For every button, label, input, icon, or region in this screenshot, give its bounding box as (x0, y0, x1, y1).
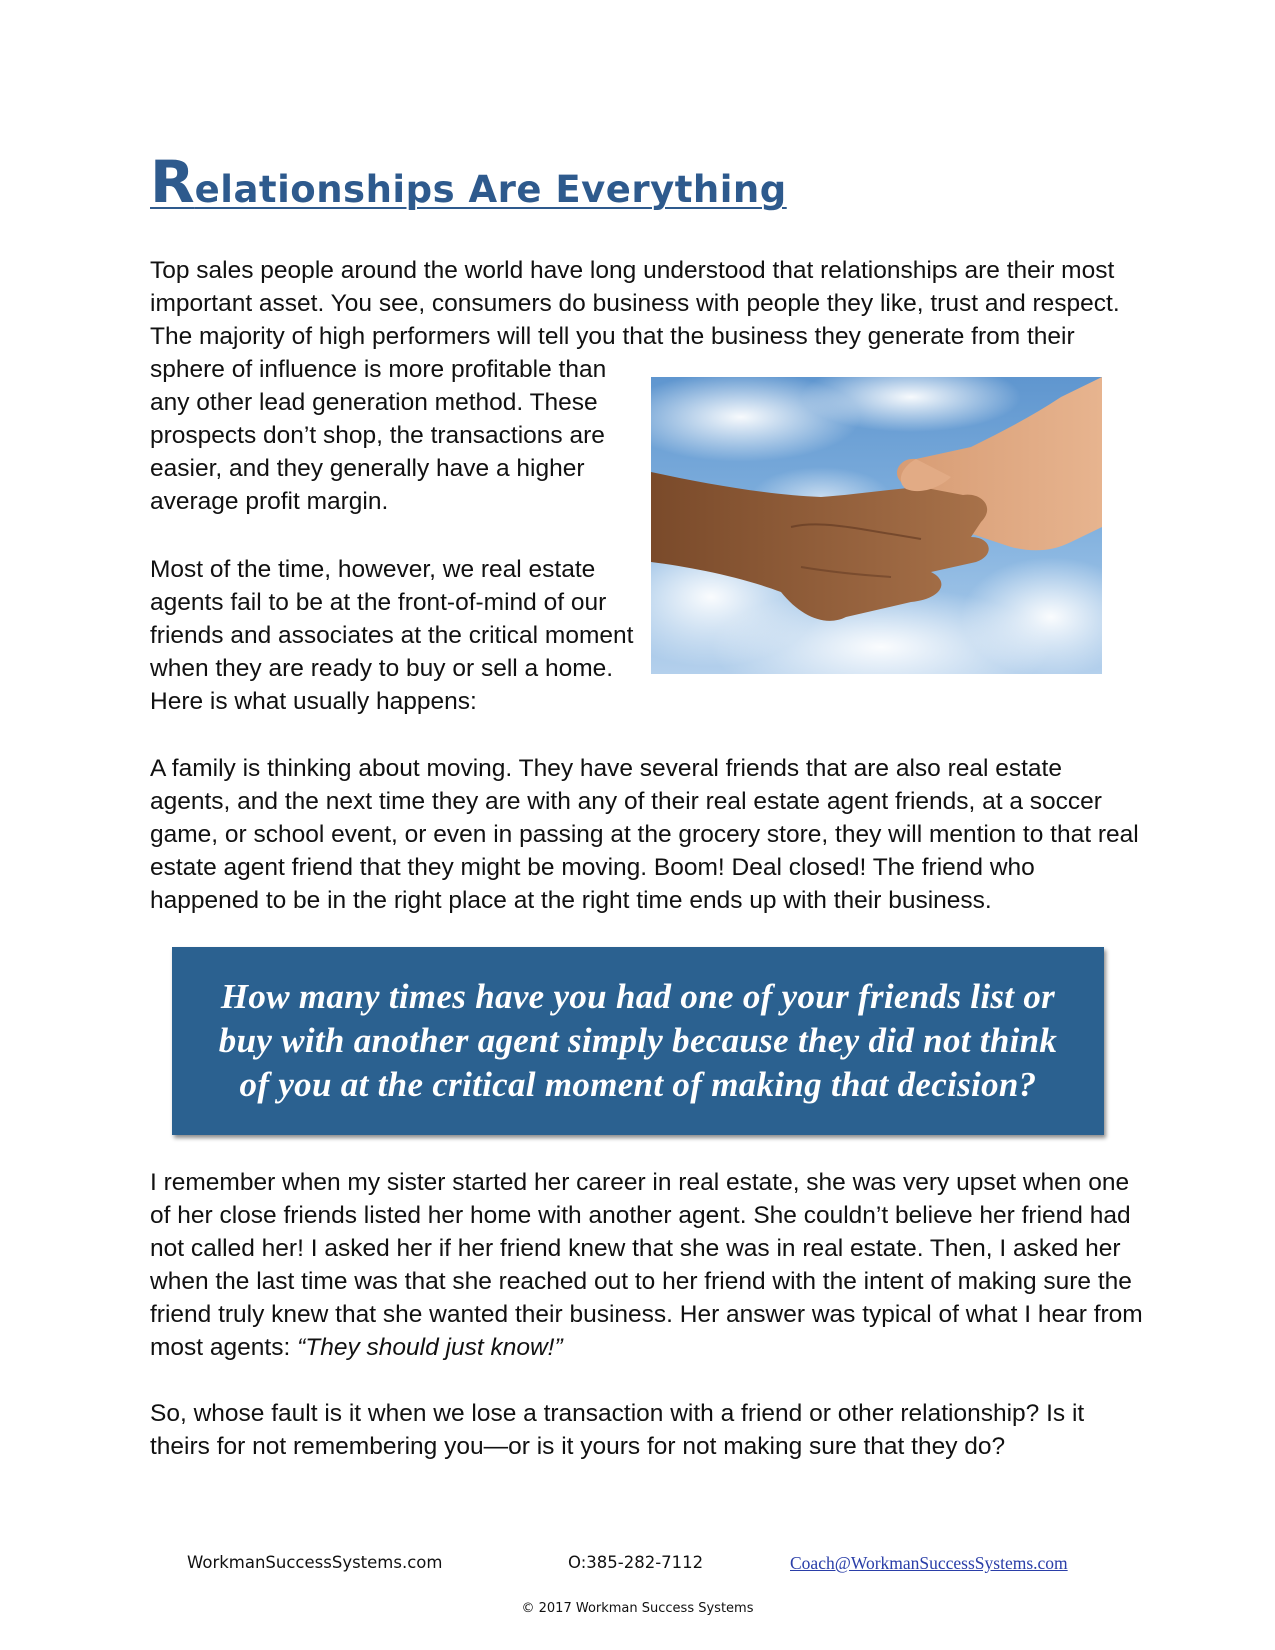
text-line: of her close friends listed her home with another agent. She couldn’t believe her friend had (150, 1202, 1131, 1229)
text-line: prospects don’t shop, the transactions are (150, 422, 605, 449)
paragraph-3 (150, 752, 1150, 917)
text-line: estate agent friend that they might be moving. Boom! Deal closed! The friend who (150, 854, 1035, 881)
paragraph-5 (150, 1397, 1150, 1463)
title-rest: elationships Are Everything (194, 168, 787, 211)
callout-line: of you at the critical moment of making that decision? (239, 1065, 1037, 1104)
intro-paragraph (150, 254, 1150, 353)
inline-quote: “They should just know!” (297, 1334, 563, 1361)
text-line: friends and associates at the critical moment (150, 622, 634, 649)
paragraph-4 (150, 1166, 1150, 1364)
copyright-notice: © 2017 Workman Success Systems (521, 1601, 754, 1616)
wrap-paragraph-1 (150, 353, 640, 518)
text-line: theirs for not remembering you—or is it yours for not making sure that they do? (150, 1433, 1006, 1460)
text-line: Here is what usually happens: (150, 688, 477, 715)
text-line: any other lead generation method. These (150, 389, 598, 416)
text-line: friend truly knew that she wanted their business. Her answer was typical of what I hear from (150, 1301, 1143, 1328)
text-line: sphere of influence is more profitable than (150, 356, 607, 383)
text-line: The majority of high performers will tell you that the business they generate from their (150, 323, 1075, 350)
footer-website: WorkmanSuccessSystems.com (187, 1553, 443, 1572)
text-line: Top sales people around the world have long understood that relationships are their most (150, 257, 1115, 284)
text-line: game, or school event, or even in passing at the grocery store, they will mention to that real (150, 821, 1139, 848)
callout-box (172, 947, 1104, 1135)
handshake-photo (651, 377, 1102, 674)
page-footer (0, 1553, 1275, 1583)
text-fragment: most agents: (150, 1334, 298, 1361)
text-line: happened to be in the right place at the right time ends up with their business. (150, 887, 992, 914)
text-line (150, 1331, 1150, 1364)
callout-line: buy with another agent simply because they did not think (218, 1021, 1058, 1060)
wrap-paragraph-2 (150, 553, 640, 718)
text-line: important asset. You see, consumers do business with people they like, trust and respect. (150, 290, 1120, 317)
text-line: easier, and they generally have a higher (150, 455, 585, 482)
title-first-letter: R (150, 148, 195, 216)
callout-line: How many times have you had one of your friends list or (220, 977, 1056, 1016)
text-line: I remember when my sister started her career in real estate, she was very upset when one (150, 1169, 1130, 1196)
text-line: when they are ready to buy or sell a home. (150, 655, 614, 682)
text-line: agents, and the next time they are with any of their real estate agent friends, at a soccer (150, 788, 1102, 815)
footer-phone: O:385-282-7112 (568, 1553, 704, 1572)
callout-quote (219, 975, 1057, 1107)
text-line: not called her! I asked her if her friend knew that she was in real estate. Then, I asked her (150, 1235, 1121, 1262)
text-line: Most of the time, however, we real estate (150, 556, 596, 583)
text-line: So, whose fault is it when we lose a transaction with a friend or other relationship? Is it (150, 1400, 1085, 1427)
text-line: when the last time was that she reached out to her friend with the intent of making sure the (150, 1268, 1132, 1295)
text-line: A family is thinking about moving. They have several friends that are also real estate (150, 755, 1062, 782)
text-line: agents fail to be at the front-of-mind of our (150, 589, 607, 616)
text-line: average profit margin. (150, 488, 389, 515)
footer-email-link[interactable]: Coach@WorkmanSuccessSystems.com (790, 1553, 1068, 1573)
page-title (150, 148, 787, 216)
